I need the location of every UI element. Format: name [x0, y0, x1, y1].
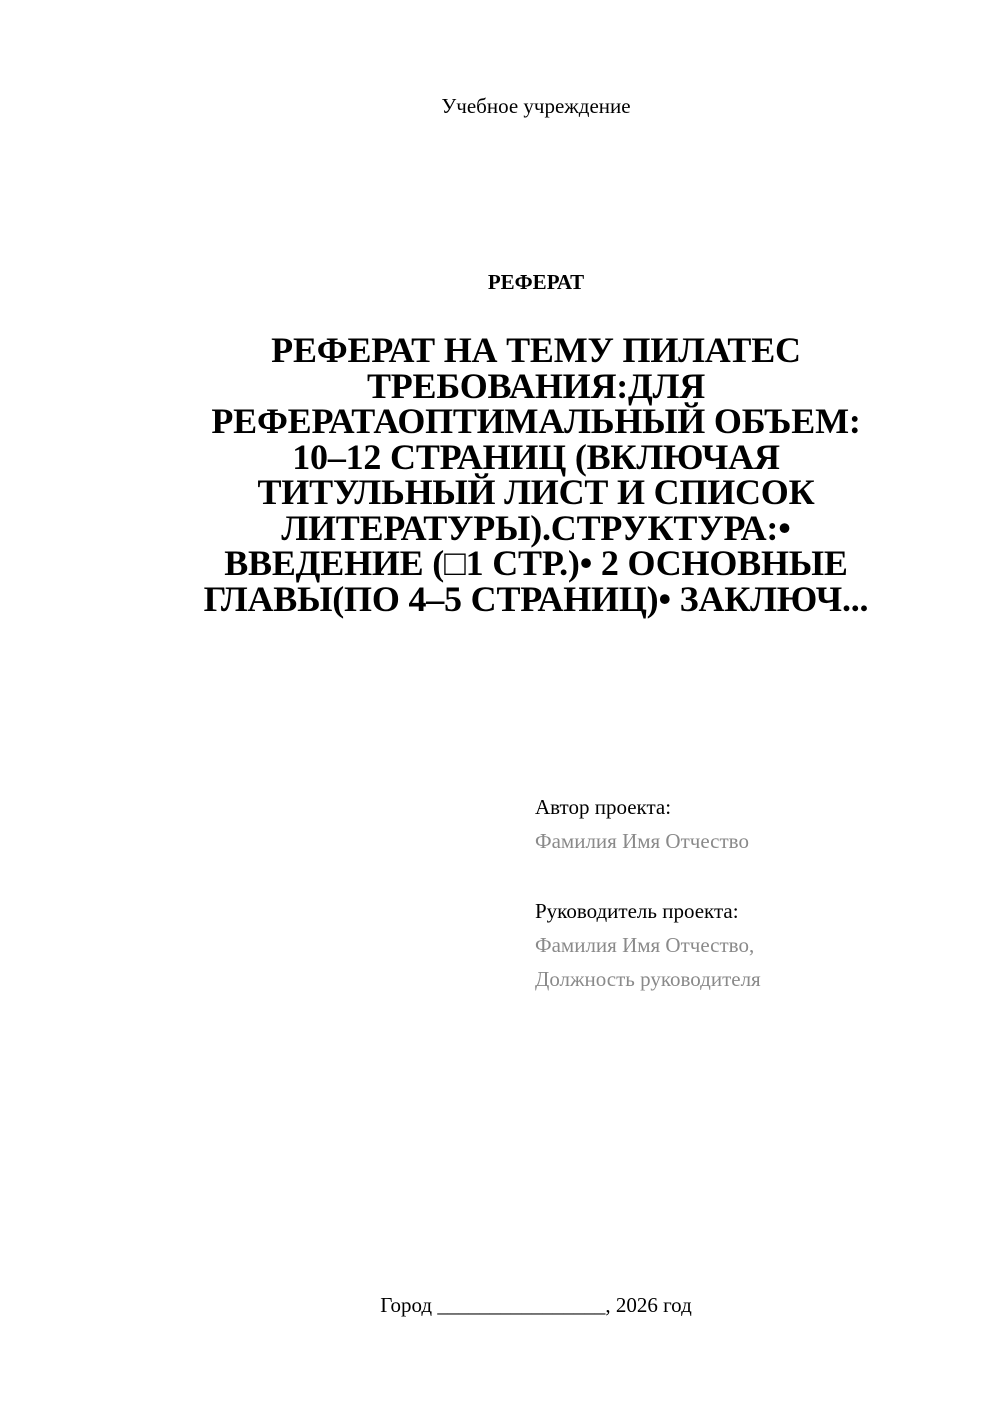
topic-line: ТИТУЛЬНЫЙ ЛИСТ И СПИСОК	[257, 472, 815, 512]
topic-line: РЕФЕРАТАОПТИМАЛЬНЫЙ ОБЪЕМ:	[211, 401, 861, 441]
topic-line: ГЛАВЫ(ПО 4–5 СТРАНИЦ)• ЗАКЛЮЧ...	[203, 578, 869, 619]
supervisor-label: Руководитель проекта:	[535, 899, 739, 923]
author-label: Автор проекта:	[535, 795, 672, 819]
topic-line: ЛИТЕРАТУРЫ).СТРУКТУРА:•	[281, 507, 791, 548]
document-topic	[170, 330, 902, 619]
document-type: РЕФЕРАТ	[487, 270, 585, 294]
spacer	[535, 858, 975, 894]
topic-line: 10–12 СТРАНИЦ (ВКЛЮЧАЯ	[292, 436, 780, 477]
institution-name: Учебное учреждение	[441, 94, 631, 118]
city-year-line: Город ________________, 2026 год	[380, 1293, 692, 1317]
topic-line: ТРЕБОВАНИЯ:ДЛЯ	[366, 365, 706, 406]
author-name: Фамилия Имя Отчество	[535, 829, 749, 853]
supervisor-position: Должность руководителя	[535, 967, 761, 991]
author-block	[535, 790, 975, 996]
topic-line: РЕФЕРАТ НА ТЕМУ ПИЛАТЕС	[271, 330, 801, 370]
topic-line: ВВЕДЕНИЕ (□1 СТР.)• 2 ОСНОВНЫЕ	[224, 543, 848, 583]
supervisor-name: Фамилия Имя Отчество,	[535, 933, 755, 957]
